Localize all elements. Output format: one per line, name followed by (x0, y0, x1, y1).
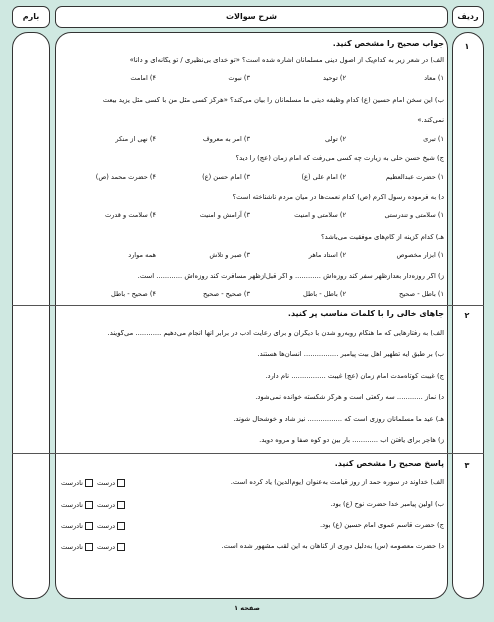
option: ۴) امامت (130, 74, 156, 82)
options-row (61, 212, 444, 222)
option: ۲) تولی (325, 135, 346, 143)
option: ۴) نهی از منکر (115, 135, 156, 143)
header-radif: ردیف (452, 6, 484, 28)
option: ۳) آرامش و امنیت (199, 211, 250, 219)
option: ۱) سلامتی و تندرستی (384, 211, 444, 219)
option: ۱) ابزار مخصوص (396, 251, 444, 259)
true-option[interactable]: درست (97, 522, 125, 530)
true-false-choices (61, 522, 125, 530)
options-row (61, 75, 444, 85)
question-stem: نمی‌کند.» (417, 117, 444, 124)
fill-blank-line: ب) بر طبق آیه تطهیر اهل بیت پیامبر ................ انسان‌ها هستند. (257, 351, 444, 358)
question-stem: هـ) کدام گزینه از گام‌های موفقیت می‌باشد؟ (320, 234, 444, 241)
option: ۱) تبری (423, 135, 444, 143)
question-1 (61, 40, 444, 302)
question-stem: ز) اگر روزه‌دار بعدازظهر سفر کند روزه‌اش ............ و اگر قبل‌ازظهر مسافرت کند روزه‌اش ............ است. (137, 273, 444, 280)
option: ۱) معاد (424, 74, 444, 82)
option: ۱) باطل - صحیح (399, 290, 444, 298)
fill-blank-line: الف) به رفتارهایی که ما هنگام روبه‌رو شدن با دیگران و برای رعایت ادب در برابر آنها انجام می‌دهیم ............ می‌گویند. (107, 330, 444, 337)
false-option[interactable]: نادرست (61, 501, 93, 509)
question-title: جاهای خالی را با کلمات مناسب پر کنید. (287, 310, 444, 318)
option: ۲) سلامتی و امنیت (294, 211, 346, 219)
header-barem: بارم (12, 6, 50, 28)
checkbox-icon[interactable] (85, 543, 93, 551)
checkbox-icon[interactable] (117, 543, 125, 551)
option: ۴) حضرت محمد (ص) (95, 173, 156, 181)
question-stem: ج) شیخ حسن حلی به زیارت چه کسی می‌رفت که امام زمان (عج) را دید؟ (235, 155, 444, 162)
question-title: جواب صحیح را مشخص کنید. (332, 40, 444, 48)
option: ۳) امر به معروف (202, 135, 250, 143)
question-stem: ب) این سخن امام حسین (ع) کدام وظیفه دینی ما مسلمانان را بیان می‌کند؟ «هرگز کسی مثل من با کسی مثل یزید بیعت (102, 97, 444, 104)
option: ۴) صحیح - باطل (111, 290, 156, 298)
option: ۱) حضرت عبدالعظیم (385, 173, 444, 181)
fill-blank-line: ز) هاجر برای یافتن آب ............ بار بین دو کوه صفا و مروه دوید. (259, 437, 444, 444)
checkbox-icon[interactable] (117, 522, 125, 530)
options-row (61, 291, 444, 301)
option: همه موارد (128, 251, 156, 259)
true-false-statement: الف) خداوند در سوره حمد از روز قیامت به‌عنوان (یوم‌الدین) یاد کرده است. (230, 479, 444, 486)
true-false-choices (61, 479, 125, 487)
question-number: ۲ (464, 311, 470, 320)
false-option[interactable]: نادرست (61, 479, 93, 487)
section-divider (12, 305, 484, 306)
question-2 (61, 310, 444, 450)
option: ۲) باطل - باطل (303, 290, 346, 298)
option: ۲) امام علی (ع) (301, 173, 346, 181)
question-title: پاسخ صحیح را مشخص کنید. (334, 460, 444, 468)
option: ۲) استاد ماهر (308, 251, 346, 259)
question-stem: الف) در شعر زیر به کدام‌یک از اصول دینی مسلمانان اشاره شده است؟ «تو خدای بی‌نظیری / تو یگانه‌ای و دانا» (129, 57, 444, 64)
question-number: ۳ (464, 461, 470, 470)
option: ۳) صبر و تلاش (209, 251, 250, 259)
false-option[interactable]: نادرست (61, 522, 93, 530)
true-false-choices (61, 543, 125, 551)
true-false-statement: د) حضرت معصومه (س) به‌دلیل دوری از گناهان به این لقب مشهور شده است. (221, 543, 444, 550)
option: ۳) صحیح - صحیح (203, 290, 250, 298)
options-row (61, 136, 444, 146)
fill-blank-line: د) نماز ............ سه رکعتی است و هرگز شکسته خوانده نمی‌شود. (255, 394, 444, 401)
checkbox-icon[interactable] (117, 479, 125, 487)
true-false-statement: ج) حضرت قاسم عموی امام حسین (ع) بود. (319, 522, 444, 529)
options-row (61, 174, 444, 184)
true-false-choices (61, 501, 125, 509)
option: ۳) نبوت (228, 74, 250, 82)
header-sharh: شرح سوالات (55, 6, 448, 28)
question-3 (61, 460, 444, 560)
question-number: ۱ (464, 42, 470, 51)
options-row (61, 252, 444, 262)
checkbox-icon[interactable] (117, 501, 125, 509)
section-divider (12, 453, 484, 454)
true-false-statement: ب) اولین پیامبر خدا حضرت نوح (ع) بود. (330, 501, 444, 508)
checkbox-icon[interactable] (85, 522, 93, 530)
option: ۲) توحید (323, 74, 346, 82)
true-option[interactable]: درست (97, 543, 125, 551)
true-option[interactable]: درست (97, 479, 125, 487)
checkbox-icon[interactable] (85, 479, 93, 487)
barem-column (12, 32, 50, 599)
page-footer: صفحه ۱ (234, 604, 260, 612)
checkbox-icon[interactable] (85, 501, 93, 509)
table-header (12, 6, 484, 28)
fill-blank-line: هـ) عید ما مسلمانان روزی است که ................ نیز شاد و خوشحال شوند. (233, 416, 444, 423)
option: ۳) امام حسن (ع) (202, 173, 250, 181)
false-option[interactable]: نادرست (61, 543, 93, 551)
option: ۴) سلامت و قدرت (104, 211, 156, 219)
question-stem: د) به فرموده رسول اکرم (ص) کدام نعمت‌ها در میان مردم ناشناخته است؟ (232, 194, 444, 201)
fill-blank-line: ج) غیبت کوتاه‌مدت امام زمان (عج) غیبت ................ نام دارد. (265, 373, 444, 380)
true-option[interactable]: درست (97, 501, 125, 509)
